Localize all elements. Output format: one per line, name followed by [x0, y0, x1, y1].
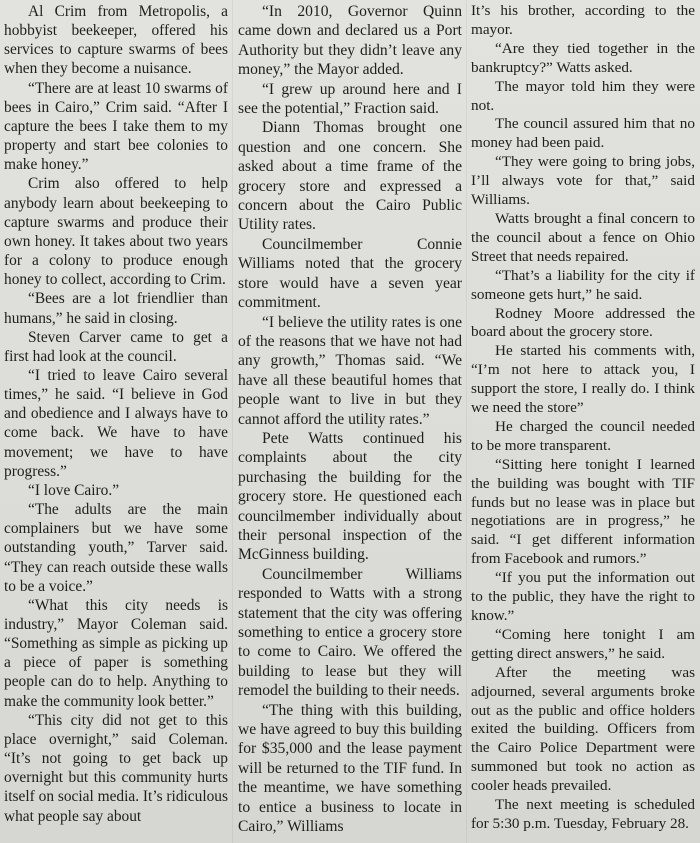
paragraph: Diann Thomas brought one question and one concern. She asked about a time frame of the grocery store and expressed a concern about the Cairo Public Utility rates. — [238, 119, 462, 234]
paragraph: “The thing with this building, we have agreed to buy this building for $35,000 and the lease payment will be returned to the TIF fund. In the meantime, we have something to entice a business to locate in Cairo,” Williams — [238, 701, 462, 836]
paragraph: He charged the council needed to be more transparent. — [471, 417, 695, 454]
paragraph: The council assured him that no money had been paid. — [471, 115, 695, 152]
paragraph: “Coming here tonight I am getting direct answers,” he said. — [471, 625, 695, 662]
paragraph: “In 2010, Governor Quinn came down and declared us a Port Authority but they didn’t leave any money,” the Mayor added. — [238, 3, 462, 79]
paragraph: The next meeting is scheduled for 5:30 p.m. Tuesday, February 28. — [471, 796, 695, 832]
paragraph: “There are at least 10 swarms of bees in Cairo,” Crim said. “After I capture the bees I take them to my property and start bee colonies to make honey.” — [4, 79, 228, 174]
paragraph: Councilmember Connie Williams noted that the grocery store would have a seven year commitment. — [238, 235, 462, 312]
paragraph: Rodney Moore addressed the board about the grocery store. — [471, 304, 695, 341]
paragraph: “Bees are a lot friendlier than humans,” he said in closing. — [4, 290, 228, 327]
paragraph: The mayor told him they were not. — [471, 77, 695, 114]
paragraph: Pete Watts continued his complaints about the city purchasing the building for the grocery store. He questioned each councilmember individually about their personal inspection of the McGinness building. — [238, 429, 462, 564]
column-divider — [232, 0, 233, 843]
paragraph: “I believe the utility rates is one of the reasons that we have not had any growth,” Thomas said. “We have all these beautiful homes that people want to live in but they cannot afford the utility rates.” — [238, 313, 462, 428]
article-column-2 — [238, 2, 462, 836]
paragraph: “The adults are the main complainers but we have some outstanding youth,” Tarver said. “They can reach outside these walls to be a voice.” — [4, 501, 228, 595]
paragraph: “Are they tied together in the bankruptcy?” Watts asked. — [471, 39, 695, 76]
paragraph: “What this city needs is industry,” Mayor Coleman said. “Something as simple as picking up a piece of paper is something people can do to help. Anything to make the community look better.” — [4, 596, 228, 710]
paragraph: “If you put the information out to the public, they have the right to know.” — [471, 569, 695, 624]
article-column-3 — [471, 2, 695, 834]
article-column-1 — [4, 2, 228, 826]
paragraph: “They were going to bring jobs, I’ll always vote for that,” said Williams. — [471, 153, 695, 209]
paragraph: Watts brought a final concern to the council about a fence on Ohio Street that needs repaired. — [471, 209, 695, 265]
paragraph: “Sitting here tonight I learned the building was bought with TIF funds but no lease was in place but negotiations are in progress,” he said. “I get different information from Facebook and rumors.” — [471, 455, 695, 568]
paragraph: After the meeting was adjourned, several arguments broke out as the public and office holders exited the building. Officers from the Cairo Police Department were summoned but took no action as cooler heads prevailed. — [471, 663, 695, 795]
paragraph: Crim also offered to help anybody learn about beekeeping to capture swarms and produce their own honey. It takes about two years for a colony to produce enough honey to collect, according to Crim. — [4, 175, 228, 289]
paragraph: “I grew up around here and I see the potential,” Fraction said. — [238, 80, 462, 118]
paragraph: “This city did not get to this place overnight,” said Coleman. “It’s not going to get back up overnight but this community hurts itself on social media. It’s ridiculous what people say about — [4, 711, 228, 825]
paragraph: He started his comments with, “I’m not here to attack you, I support the store, I really do. I think we need the store” — [471, 342, 695, 417]
paragraph: Al Crim from Metropolis, a hobbyist beekeeper, offered his services to capture swarms of bees when they become a nuisance. — [4, 3, 228, 78]
paragraph: It’s his brother, according to the mayor. — [471, 2, 695, 38]
paragraph: Steven Carver came to get a first had look at the council. — [4, 328, 228, 365]
paragraph: “I tried to leave Cairo several times,” he said. “I believe in God and obedience and I always have to come back. We have to have movement; we have to have progress.” — [4, 366, 228, 480]
paragraph: “That’s a liability for the city if someone gets hurt,” he said. — [471, 266, 695, 303]
paragraph: “I love Cairo.” — [28, 481, 120, 499]
paragraph: Councilmember Williams responded to Watts with a strong statement that the city was offering something to entice a grocery store to come to Cairo. We offered the building to lease but they will remodel the building to their needs. — [238, 565, 462, 700]
column-divider — [466, 0, 467, 843]
